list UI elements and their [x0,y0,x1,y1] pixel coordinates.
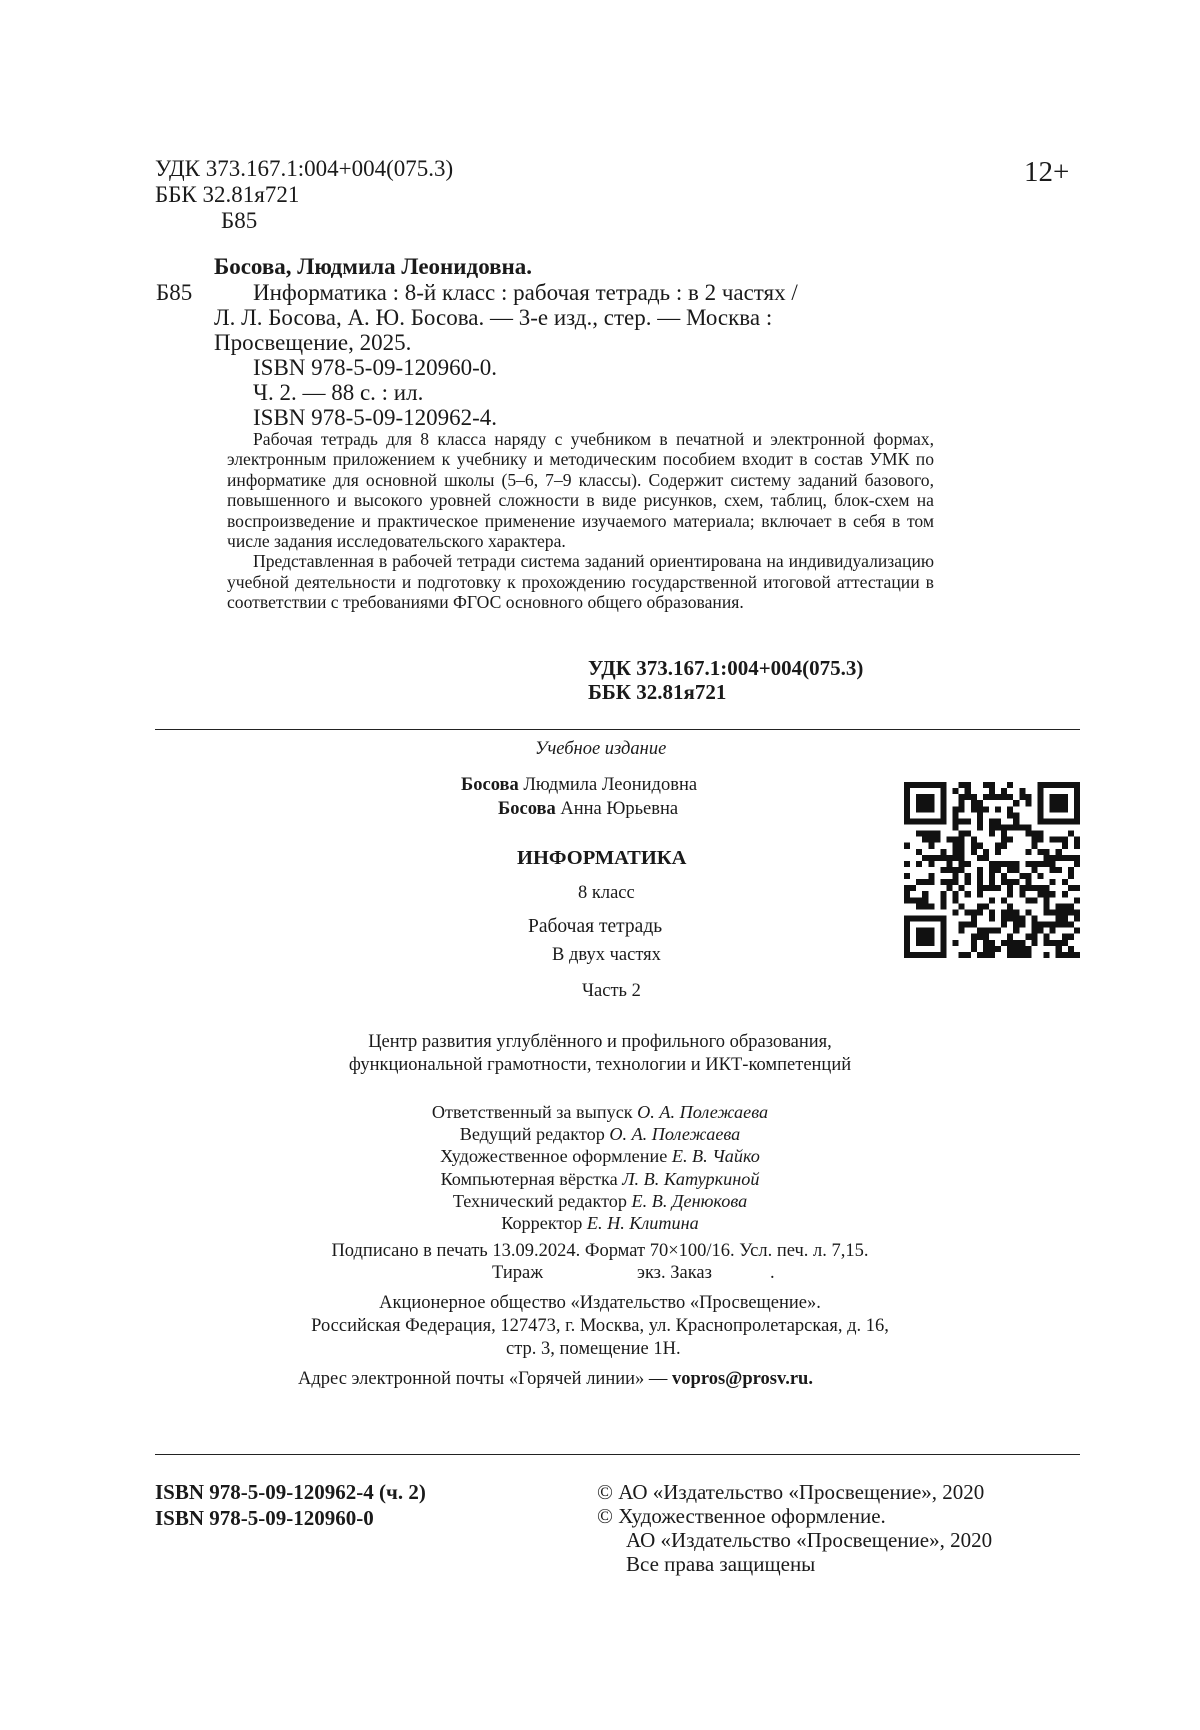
annotation-bbk: ББК 32.81я721 [588,680,727,704]
card-author-heading: Босова, Людмила Леонидовна. [214,254,533,279]
credit-line [0,1168,1200,1190]
card-line: Информатика : 8-й класс : рабочая тетрадь : в 2 частях / [253,280,798,305]
card-isbn-set: ISBN 978-5-09-120960-0. [253,355,498,380]
book-title: ИНФОРМАТИКА [517,847,687,869]
author-name: Людмила Леонидовна [523,775,698,795]
credit-person: Е. Н. Клитина [586,1213,699,1234]
credit-person: Е. В. Денюкова [631,1190,748,1211]
author-surname: Босова [461,775,519,795]
credit-person: Л. В. Катуркиной [622,1168,760,1189]
bbk-code: ББК 32.81я721 [155,182,300,207]
book-grade: 8 класс [578,883,635,903]
card-part-info: Ч. 2. — 88 с. : ил. [253,380,424,405]
annotation-paragraph: Представленная в рабочей тетради система заданий ориентирована на индивидуализацию учебной деятельности и подготовку к прохождению государственной итоговой аттестации в соответствии с требованиями ФГОС основного общего образования. [227,551,934,613]
copyright-line: АО «Издательство «Просвещение», 2020 [626,1528,993,1552]
center-line: функциональной грамотности, технологии и ИКТ-компетенций [348,1055,852,1075]
footer-isbn-set: ISBN 978-5-09-120960-0 [155,1506,374,1530]
age-rating: 12+ [1024,156,1070,188]
publisher-address: Российская Федерация, 127473, г. Москва, ул. Краснопролетарская, д. 16, [311,1316,889,1336]
copyright-line: © Художественное оформление. [597,1504,886,1528]
author-sign: Б85 [221,208,258,233]
print-tirazh: Тираж [492,1263,543,1283]
credit-line [0,1101,1200,1123]
footer-isbn-part: ISBN 978-5-09-120962-4 (ч. 2) [155,1480,426,1504]
divider [155,1454,1080,1455]
hotline-email: vopros@prosv.ru. [672,1369,813,1389]
book-kind: Рабочая тетрадь [528,916,663,937]
publisher-address: стр. 3, помещение 1Н. [506,1339,681,1359]
credit-role: Корректор [501,1213,583,1234]
credit-person: О. А. Полежаева [637,1102,769,1122]
annotation-udk: УДК 373.167.1:004+004(075.3) [588,656,864,680]
credit-person: Е. В. Чайко [671,1146,760,1167]
book-part: Часть 2 [582,981,641,1001]
credit-role: Компьютерная вёрстка [440,1168,618,1189]
udk-code: УДК 373.167.1:004+004(075.3) [155,156,454,181]
print-order-dot: . [770,1263,775,1283]
credit-role: Художественное оформление [440,1146,668,1167]
qr-code [904,782,1080,958]
credits-list [0,1101,1200,1234]
credit-line [0,1145,1200,1167]
print-order: экз. Заказ [637,1263,712,1283]
credit-line [0,1123,1200,1145]
publisher-name: Акционерное общество «Издательство «Просвещение». [379,1293,821,1313]
annotation [227,429,934,613]
print-signed: Подписано в печать 13.09.2024. Формат 70×100/16. Усл. печ. л. 7,15. [331,1241,869,1261]
credit-role: Ответственный за выпуск [431,1102,633,1122]
card-isbn-part: ISBN 978-5-09-120962-4. [253,405,498,430]
author-line [498,798,678,820]
card-line: Л. Л. Босова, А. Ю. Босова. — 3-е изд., стер. — Москва : [214,305,773,330]
credit-line [0,1212,1200,1234]
credit-person: О. А. Полежаева [609,1124,741,1145]
copyright-line: © АО «Издательство «Просвещение», 2020 [597,1480,985,1504]
card-side-sign: Б85 [156,280,193,305]
credit-role: Ведущий редактор [459,1124,605,1145]
credit-line [0,1190,1200,1212]
annotation-paragraph: Рабочая тетрадь для 8 класса наряду с учебником в печатной и электронной формах, электронным приложением к учебнику и методическим пособием входит в состав УМК по информатике для основной школы (5–6, 7–9 классы). Содержит систему заданий базового, повышенного и высокого уровней сложности в виде рисунков, схем, таблиц, блок-схем на воспроизведение и практическое применение изучаемого материала; включает в себя в том числе задания исследовательского характера. [227,429,934,552]
author-line [461,774,697,796]
credit-role: Технический редактор [452,1190,627,1211]
edition-type: Учебное издание [535,739,667,759]
book-parts: В двух частях [552,945,661,965]
rights-line: Все права защищены [626,1552,816,1576]
hotline-line [298,1368,813,1390]
author-surname: Босова [498,799,556,819]
divider [155,729,1080,730]
author-name: Анна Юрьевна [560,799,679,819]
card-line: Просвещение, 2025. [214,330,412,355]
center-line: Центр развития углублённого и профильного образования, [368,1032,832,1052]
hotline-label: Адрес электронной почты «Горячей линии» — [298,1369,668,1389]
